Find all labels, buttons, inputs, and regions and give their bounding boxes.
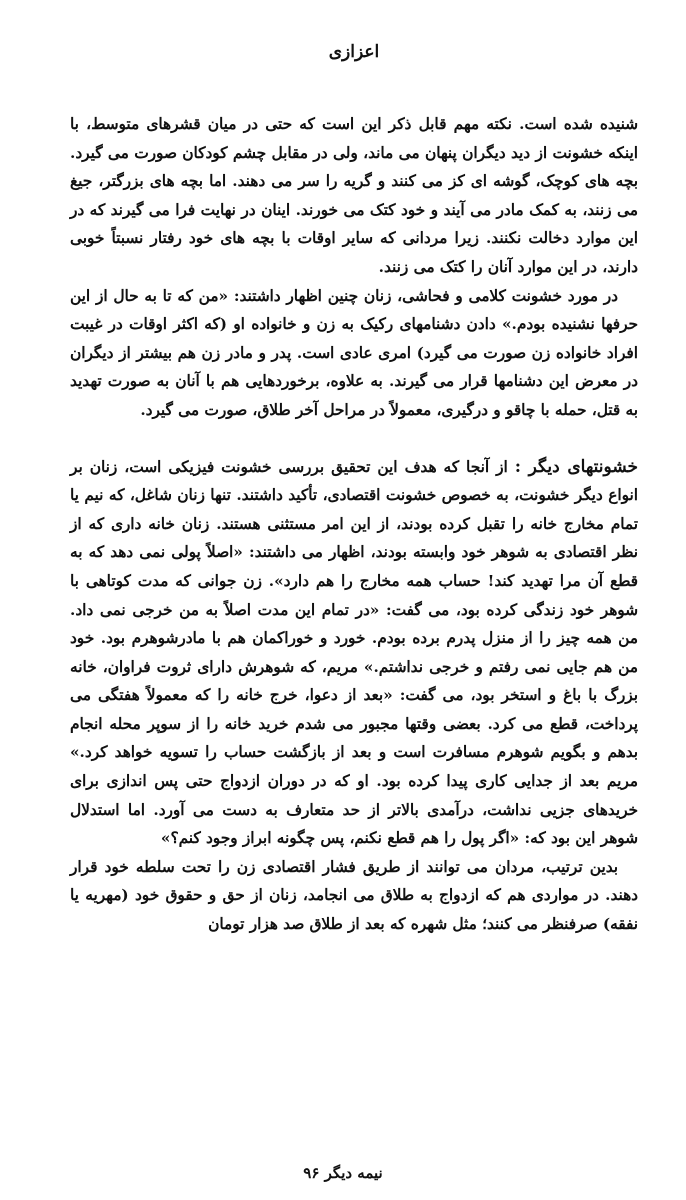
section-heading: خشونتهای دیگر : xyxy=(514,456,638,477)
paragraph-2: در مورد خشونت کلامی و فحاشی، زنان چنین اظهار داشتند: «من که تا به حال از این حرفها نشنیده بودم.» دادن دشنامهای رکیک به زن و خانواده او (که اکثر اوقات در غیبت افراد خانواده زن صورت می گیرد) امری عادی است. پدر و مادر زن هم بیشتر از دیگران در معرض این دشنامها قرار می گیرند. به علاوه، برخوردهایی هم با آنان به صورت تهدید به قتل، حمله با چاقو و درگیری، معمولاً در مراحل آخر طلاق، صورت می گیرد. xyxy=(70,286,638,419)
paragraph-3 xyxy=(70,453,638,853)
paragraph-4: بدین ترتیب، مردان می توانند از طریق فشار اقتصادی زن را تحت سلطه خود قرار دهند. در مواردی هم که ازدواج به طلاق می انجامد، زنان از حق و حقوق خود (مهریه یا نفقه) صرفنظر می کنند؛ مثل شهره که بعد از طلاق صد هزار تومان xyxy=(70,857,638,934)
paragraph-3-text: از آنجا که هدف این تحقیق بررسی خشونت فیزیکی است، زنان بر انواع دیگر خشونت، به خصوص خشونت اقتصادی، تأکید داشتند. تنها زنان شاغل، که نیم یا تمام مخارج خانه را تقبل کرده بودند، از این امر مستثنی هستند. زنان خانه داری که از نظر اقتصادی به شوهر خود وابسته بودند، اظهار می داشتند: «اصلاً پولی نمی دهد که به قطع آن مرا تهدید کند! حساب همه مخارج را هم دارد». زن جوانی که مدت کوتاهی با شوهر خود زندگی کرده بود، می گفت: «در تمام این مدت اصلاً به من خرجی نمی داد. من همه چیز را از منزل پدرم برده بودم. خورد و خوراکمان هم با مادرشوهرم بود. خود من هم جایی نمی رفتم و خرجی نداشتم.» مریم، که شوهرش دارای ثروت فراوان، خانه بزرگ با باغ و استخر بود، می گفت: «بعد از دعوا، خرج خانه را که معمولاً هفتگی می پرداخت، قطع می کرد. بعضی وقتها مجبور می شدم خرید خانه را از سوپر محله انجام بدهم و بگویم شوهرم مسافرت است و بعد از بازگشت حساب را تسویه خواهد کرد.» مریم بعد از جدایی کاری پیدا کرده بود. او که در دوران ازدواج حتی پس اندازی برای خریدهای جزیی نداشت، درآمدی بالاتر از حد متعارف به دست می آورد. اما استدلال شوهر این بود که: «اگر پول را هم قطع نکنم، پس چگونه ابراز وجود کنم؟» xyxy=(70,457,638,848)
paragraph-1: شنیده شده است. نکته مهم قابل ذکر این است که حتی در میان قشرهای متوسط، با اینکه خشونت از دید دیگران پنهان می ماند، ولی در مقابل چشم کودکان صورت می گیرد. بچه های کوچک، گوشه ای کز می کنند و گریه را سر می دهند. اما بچه های بزرگتر، جیغ می زنند، به کمک مادر می آیند و خود کتک می خورند. اینان در نهایت فرا می گیرند که در این موارد دخالت نکنند. زیرا مردانی که سایر اوقات با بچه های خود رفتار نسبتاً خوبی دارند، در این موارد آنان را کتک می زنند. xyxy=(70,115,638,276)
body-text xyxy=(70,110,638,939)
running-head: اعزازی xyxy=(328,42,380,62)
page-footer: نیمه دیگر ۹۶ xyxy=(303,1164,383,1182)
